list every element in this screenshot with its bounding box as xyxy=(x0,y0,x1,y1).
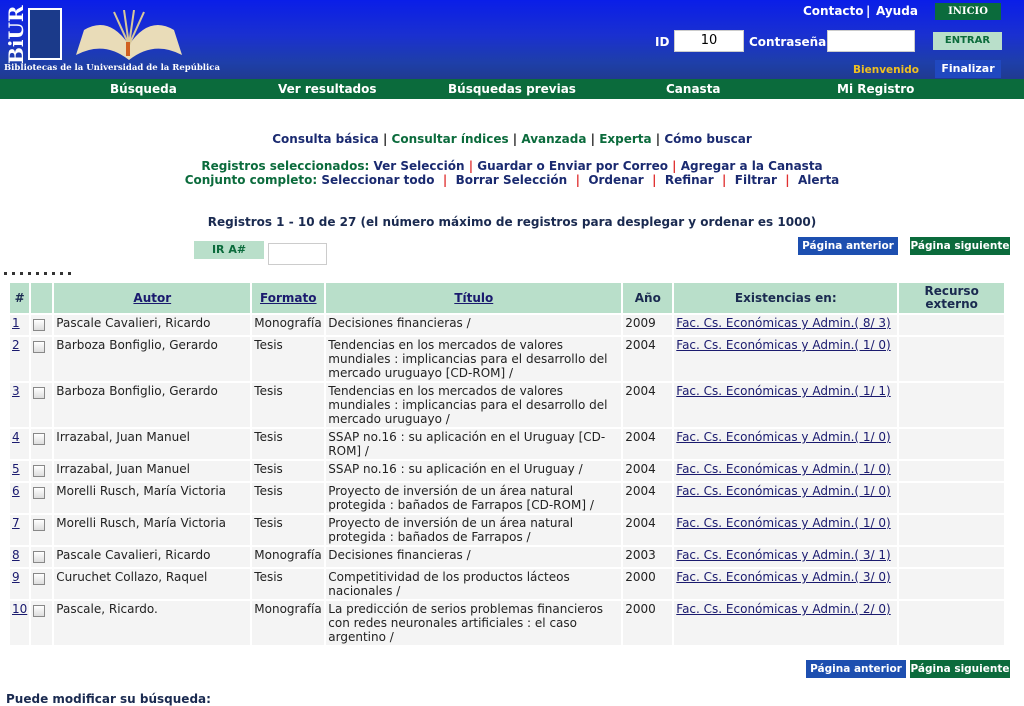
holdings-link[interactable]: Fac. Cs. Económicas y Admin.( 1/ 1) xyxy=(676,384,891,398)
search-modes: Consulta básica | Consultar índices | Avanzada | Experta | Cómo buscar xyxy=(272,132,752,146)
open-book-logo-icon xyxy=(74,10,184,62)
year-cell: 2004 xyxy=(623,461,672,481)
select-checkbox[interactable] xyxy=(33,573,45,585)
table-row xyxy=(10,461,1004,481)
holdings-link[interactable]: Fac. Cs. Económicas y Admin.( 3/ 1) xyxy=(676,548,891,562)
title-cell: Decisiones financieras / xyxy=(326,315,621,335)
select-checkbox[interactable] xyxy=(33,433,45,445)
year-cell: 2009 xyxy=(623,315,672,335)
year-cell: 2004 xyxy=(623,383,672,427)
format-cell: Tesis xyxy=(252,569,324,599)
link-consultar-indices[interactable]: Consultar índices xyxy=(391,132,509,146)
col-existencias: Existencias en: xyxy=(674,283,897,313)
nav-mi-registro[interactable]: Mi Registro xyxy=(837,82,915,96)
next-page-button-bottom[interactable]: Página siguiente xyxy=(910,660,1010,678)
col-number: # xyxy=(10,283,29,313)
login-button[interactable]: ENTRAR xyxy=(933,32,1002,50)
format-cell: Monografía xyxy=(252,547,324,567)
table-row xyxy=(10,547,1004,567)
author-cell: Barboza Bonfiglio, Gerardo xyxy=(54,383,250,427)
goto-input[interactable] xyxy=(268,243,327,265)
id-label: ID xyxy=(655,35,670,49)
format-cell: Tesis xyxy=(252,461,324,481)
author-cell: Barboza Bonfiglio, Gerardo xyxy=(54,337,250,381)
separator: | xyxy=(866,4,871,18)
main-nav xyxy=(0,79,1024,99)
title-cell: La predicción de serios problemas financieros con redes neuronales artificiales : el caso argentino / xyxy=(326,601,621,645)
link-filtrar[interactable]: Filtrar xyxy=(734,173,777,187)
logout-button[interactable]: Finalizar xyxy=(935,60,1001,78)
table-row xyxy=(10,337,1004,381)
goto-label: IR A# xyxy=(194,241,264,259)
year-cell: 2000 xyxy=(623,601,672,645)
record-number-link[interactable]: 8 xyxy=(12,548,20,562)
external-resource-cell xyxy=(899,483,1004,513)
welcome-text: Bienvenido xyxy=(853,64,919,76)
year-cell: 2000 xyxy=(623,569,672,599)
password-input[interactable] xyxy=(827,30,915,52)
col-recurso-externo: Recurso externo xyxy=(899,283,1004,313)
nav-canasta[interactable]: Canasta xyxy=(666,82,721,96)
holdings-link[interactable]: Fac. Cs. Económicas y Admin.( 8/ 3) xyxy=(676,316,891,330)
select-checkbox[interactable] xyxy=(33,465,45,477)
title-cell: Proyecto de inversión de un área natural protegida : bañados de Farrapos / xyxy=(326,515,621,545)
author-cell: Pascale Cavalieri, Ricardo xyxy=(54,547,250,567)
external-resource-cell xyxy=(899,429,1004,459)
table-row xyxy=(10,429,1004,459)
header-banner xyxy=(0,0,1024,79)
select-checkbox[interactable] xyxy=(33,605,45,617)
title-cell: Proyecto de inversión de un área natural protegida : bañados de Farrapos [CD-ROM] / xyxy=(326,483,621,513)
nav-ver-resultados[interactable]: Ver resultados xyxy=(278,82,377,96)
col-select xyxy=(31,283,52,313)
record-number-link[interactable]: 2 xyxy=(12,338,20,352)
year-cell: 2003 xyxy=(623,547,672,567)
record-number-link[interactable]: 6 xyxy=(12,484,20,498)
table-row xyxy=(10,601,1004,645)
full-set-label: Conjunto completo: xyxy=(184,173,318,187)
format-cell: Tesis xyxy=(252,383,324,427)
link-como-buscar[interactable]: Cómo buscar xyxy=(664,132,752,146)
format-cell: Tesis xyxy=(252,337,324,381)
link-ordenar[interactable]: Ordenar xyxy=(588,173,644,187)
record-number-link[interactable]: 4 xyxy=(12,430,20,444)
prev-page-button-bottom[interactable]: Página anterior xyxy=(806,660,906,678)
nav-busquedas-previas[interactable]: Búsquedas previas xyxy=(448,82,576,96)
link-avanzada[interactable]: Avanzada xyxy=(521,132,587,146)
next-page-button[interactable]: Página siguiente xyxy=(910,237,1010,255)
format-cell: Tesis xyxy=(252,429,324,459)
password-label: Contraseña xyxy=(749,35,827,49)
external-resource-cell xyxy=(899,601,1004,645)
university-seal-icon xyxy=(28,8,62,60)
selected-label: Registros seleccionados: xyxy=(201,159,370,173)
help-link[interactable]: Ayuda xyxy=(876,4,918,18)
record-number-link[interactable]: 5 xyxy=(12,462,20,476)
site-subtitle: Bibliotecas de la Universidad de la República xyxy=(4,63,220,73)
home-button[interactable]: INICIO xyxy=(935,3,1001,20)
table-row xyxy=(10,315,1004,335)
record-number-link[interactable]: 9 xyxy=(12,570,20,584)
format-cell: Monografía xyxy=(252,601,324,645)
link-alerta[interactable]: Alerta xyxy=(797,173,840,187)
table-row xyxy=(10,515,1004,545)
select-checkbox[interactable] xyxy=(33,387,45,399)
format-cell: Monografía xyxy=(252,315,324,335)
year-cell: 2004 xyxy=(623,429,672,459)
external-resource-cell xyxy=(899,547,1004,567)
records-info: Registros 1 - 10 de 27 (el número máximo de registros para desplegar y ordenar es 1000) xyxy=(207,215,817,229)
sort-autor[interactable]: Autor xyxy=(133,291,172,305)
results-table xyxy=(8,281,1006,647)
link-refinar[interactable]: Refinar xyxy=(664,173,714,187)
select-checkbox[interactable] xyxy=(33,319,45,331)
table-row xyxy=(10,383,1004,427)
external-resource-cell xyxy=(899,383,1004,427)
sort-formato[interactable]: Formato xyxy=(260,291,317,305)
author-cell: Pascale, Ricardo. xyxy=(54,601,250,645)
dotted-divider xyxy=(4,272,72,275)
col-anio: Año xyxy=(623,283,672,313)
link-consulta-basica[interactable]: Consulta básica xyxy=(272,132,379,146)
id-input[interactable]: 10 xyxy=(674,30,744,52)
prev-page-button[interactable]: Página anterior xyxy=(798,237,898,255)
table-row xyxy=(10,483,1004,513)
format-cell: Tesis xyxy=(252,515,324,545)
record-number-link[interactable]: 3 xyxy=(12,384,20,398)
author-cell: Irrazabal, Juan Manuel xyxy=(54,461,250,481)
holdings-link[interactable]: Fac. Cs. Económicas y Admin.( 1/ 0) xyxy=(676,430,891,444)
sort-titulo[interactable]: Título xyxy=(454,291,494,305)
select-checkbox[interactable] xyxy=(33,487,45,499)
title-cell: Decisiones financieras / xyxy=(326,547,621,567)
link-seleccionar-todo[interactable]: Seleccionar todo xyxy=(321,173,435,187)
link-borrar-seleccion[interactable]: Borrar Selección xyxy=(455,173,568,187)
select-checkbox[interactable] xyxy=(33,551,45,563)
external-resource-cell xyxy=(899,515,1004,545)
selected-actions: Registros seleccionados: Ver Selección | Guardar o Enviar por Correo | Agregar a la Canasta xyxy=(201,159,823,173)
link-experta[interactable]: Experta xyxy=(599,132,652,146)
title-cell: Tendencias en los mercados de valores mundiales : implicancias para el desarrollo del mercado uruguayo / xyxy=(326,383,621,427)
external-resource-cell xyxy=(899,315,1004,335)
external-resource-cell xyxy=(899,337,1004,381)
year-cell: 2004 xyxy=(623,337,672,381)
record-number-link[interactable]: 7 xyxy=(12,516,20,530)
author-cell: Irrazabal, Juan Manuel xyxy=(54,429,250,459)
record-number-link[interactable]: 1 xyxy=(12,316,20,330)
author-cell: Curuchet Collazo, Raquel xyxy=(54,569,250,599)
external-resource-cell xyxy=(899,461,1004,481)
modify-search-label: Puede modificar su búsqueda: xyxy=(6,692,211,706)
holdings-link[interactable]: Fac. Cs. Económicas y Admin.( 1/ 0) xyxy=(676,484,891,498)
full-set-actions: Conjunto completo: Seleccionar todo | Borrar Selección | Ordenar | Refinar | Filtrar | Alerta xyxy=(184,173,840,187)
contact-link[interactable]: Contacto xyxy=(803,4,864,18)
select-checkbox[interactable] xyxy=(33,519,45,531)
holdings-link[interactable]: Fac. Cs. Económicas y Admin.( 1/ 0) xyxy=(676,462,891,476)
format-cell: Tesis xyxy=(252,483,324,513)
nav-busqueda[interactable]: Búsqueda xyxy=(110,82,177,96)
external-resource-cell xyxy=(899,569,1004,599)
title-cell: Competitividad de los productos lácteos nacionales / xyxy=(326,569,621,599)
title-cell: SSAP no.16 : su aplicación en el Uruguay / xyxy=(326,461,621,481)
holdings-link[interactable]: Fac. Cs. Económicas y Admin.( 2/ 0) xyxy=(676,602,891,616)
author-cell: Morelli Rusch, María Victoria xyxy=(54,515,250,545)
record-number-link[interactable]: 10 xyxy=(12,602,28,616)
holdings-link[interactable]: Fac. Cs. Económicas y Admin.( 3/ 0) xyxy=(676,570,891,584)
year-cell: 2004 xyxy=(623,515,672,545)
table-row xyxy=(10,569,1004,599)
holdings-link[interactable]: Fac. Cs. Económicas y Admin.( 1/ 0) xyxy=(676,516,891,530)
link-guardar-enviar[interactable]: Guardar o Enviar por Correo xyxy=(477,159,668,173)
author-cell: Morelli Rusch, María Victoria xyxy=(54,483,250,513)
author-cell: Pascale Cavalieri, Ricardo xyxy=(54,315,250,335)
link-agregar-canasta[interactable]: Agregar a la Canasta xyxy=(680,159,823,173)
title-cell: Tendencias en los mercados de valores mundiales : implicancias para el desarrollo del mercado uruguayo [CD-ROM] / xyxy=(326,337,621,381)
link-ver-seleccion[interactable]: Ver Selección xyxy=(373,159,465,173)
select-checkbox[interactable] xyxy=(33,341,45,353)
holdings-link[interactable]: Fac. Cs. Económicas y Admin.( 1/ 0) xyxy=(676,338,891,352)
year-cell: 2004 xyxy=(623,483,672,513)
title-cell: SSAP no.16 : su aplicación en el Uruguay [CD-ROM] / xyxy=(326,429,621,459)
biur-logo: BiUR xyxy=(4,5,28,64)
